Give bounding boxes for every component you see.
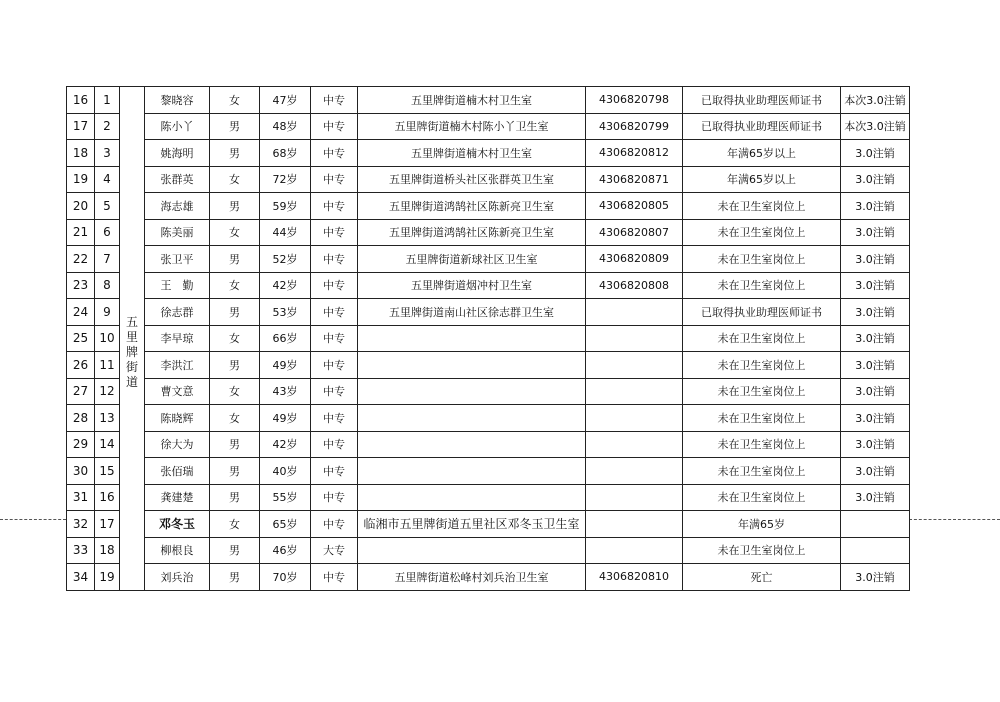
table-row [67, 511, 910, 538]
education-cell: 中专 [311, 325, 358, 352]
code-cell [586, 352, 683, 379]
row-number-cell: 23 [67, 272, 95, 299]
name-cell: 张佰瑞 [145, 458, 210, 485]
education-cell: 中专 [311, 352, 358, 379]
action-cell: 3.0注销 [841, 219, 910, 246]
code-cell: 4306820799 [586, 113, 683, 140]
sex-cell: 男 [210, 484, 260, 511]
clinic-cell [358, 484, 586, 511]
table-row [67, 87, 910, 114]
sex-cell: 女 [210, 272, 260, 299]
code-cell: 4306820805 [586, 193, 683, 220]
reason-cell: 未在卫生室岗位上 [683, 193, 841, 220]
sex-cell: 男 [210, 537, 260, 564]
table-row [67, 325, 910, 352]
name-cell: 海志雄 [145, 193, 210, 220]
education-cell: 中专 [311, 140, 358, 167]
age-cell: 46岁 [260, 537, 311, 564]
sex-cell: 男 [210, 299, 260, 326]
reason-cell: 未在卫生室岗位上 [683, 272, 841, 299]
district-column-blank [120, 87, 145, 591]
action-cell: 3.0注销 [841, 458, 910, 485]
table-row [67, 378, 910, 405]
sequence-cell: 15 [95, 458, 120, 485]
name-cell: 张群英 [145, 166, 210, 193]
sex-cell: 女 [210, 378, 260, 405]
scan-fold-line-left [0, 519, 66, 520]
education-cell: 中专 [311, 511, 358, 538]
clinic-cell: 五里牌街道新球社区卫生室 [358, 246, 586, 273]
education-cell: 中专 [311, 166, 358, 193]
row-number-cell: 16 [67, 87, 95, 114]
code-cell [586, 378, 683, 405]
name-cell: 龚建楚 [145, 484, 210, 511]
clinic-cell: 五里牌街道烟冲村卫生室 [358, 272, 586, 299]
reason-cell: 已取得执业助理医师证书 [683, 87, 841, 114]
education-cell: 中专 [311, 564, 358, 591]
table-row [67, 537, 910, 564]
clinic-cell [358, 325, 586, 352]
sequence-cell: 1 [95, 87, 120, 114]
sex-cell: 男 [210, 431, 260, 458]
name-cell: 徐大为 [145, 431, 210, 458]
action-cell: 3.0注销 [841, 564, 910, 591]
education-cell: 中专 [311, 272, 358, 299]
age-cell: 55岁 [260, 484, 311, 511]
age-cell: 47岁 [260, 87, 311, 114]
name-cell: 徐志群 [145, 299, 210, 326]
clinic-cell: 临湘市五里牌街道五里社区邓冬玉卫生室 [358, 511, 586, 538]
name-cell: 柳根良 [145, 537, 210, 564]
reason-cell: 未在卫生室岗位上 [683, 352, 841, 379]
sex-cell: 女 [210, 87, 260, 114]
age-cell: 59岁 [260, 193, 311, 220]
age-cell: 40岁 [260, 458, 311, 485]
sex-cell: 男 [210, 352, 260, 379]
action-cell: 本次3.0注销 [841, 87, 910, 114]
action-cell: 3.0注销 [841, 166, 910, 193]
age-cell: 42岁 [260, 272, 311, 299]
sequence-cell: 10 [95, 325, 120, 352]
name-cell: 曹文意 [145, 378, 210, 405]
sequence-cell: 17 [95, 511, 120, 538]
code-cell: 4306820808 [586, 272, 683, 299]
name-cell: 刘兵治 [145, 564, 210, 591]
table-row [67, 352, 910, 379]
name-cell: 陈小丫 [145, 113, 210, 140]
age-cell: 49岁 [260, 352, 311, 379]
code-cell: 4306820798 [586, 87, 683, 114]
education-cell: 中专 [311, 431, 358, 458]
table-body [67, 87, 910, 591]
age-cell: 48岁 [260, 113, 311, 140]
age-cell: 42岁 [260, 431, 311, 458]
action-cell: 3.0注销 [841, 405, 910, 432]
sex-cell: 女 [210, 511, 260, 538]
action-cell: 3.0注销 [841, 272, 910, 299]
row-number-cell: 34 [67, 564, 95, 591]
name-cell: 张卫平 [145, 246, 210, 273]
table-row [67, 113, 910, 140]
education-cell: 中专 [311, 219, 358, 246]
education-cell: 中专 [311, 405, 358, 432]
education-cell: 中专 [311, 484, 358, 511]
table-row [67, 219, 910, 246]
table-row [67, 564, 910, 591]
action-cell: 3.0注销 [841, 325, 910, 352]
age-cell: 53岁 [260, 299, 311, 326]
education-cell: 中专 [311, 87, 358, 114]
row-number-cell: 18 [67, 140, 95, 167]
row-number-cell: 20 [67, 193, 95, 220]
age-cell: 72岁 [260, 166, 311, 193]
age-cell: 66岁 [260, 325, 311, 352]
education-cell: 大专 [311, 537, 358, 564]
name-cell: 李洪江 [145, 352, 210, 379]
sequence-cell: 7 [95, 246, 120, 273]
action-cell: 3.0注销 [841, 140, 910, 167]
action-cell: 本次3.0注销 [841, 113, 910, 140]
reason-cell: 未在卫生室岗位上 [683, 431, 841, 458]
age-cell: 49岁 [260, 405, 311, 432]
row-number-cell: 31 [67, 484, 95, 511]
name-cell: 陈美丽 [145, 219, 210, 246]
code-cell [586, 431, 683, 458]
clinic-cell: 五里牌街道楠木村卫生室 [358, 140, 586, 167]
row-number-cell: 22 [67, 246, 95, 273]
reason-cell: 未在卫生室岗位上 [683, 378, 841, 405]
scan-fold-line-right [909, 519, 1000, 520]
sequence-cell: 9 [95, 299, 120, 326]
age-cell: 70岁 [260, 564, 311, 591]
code-cell [586, 484, 683, 511]
sex-cell: 男 [210, 193, 260, 220]
row-number-cell: 27 [67, 378, 95, 405]
sex-cell: 女 [210, 405, 260, 432]
code-cell [586, 325, 683, 352]
sequence-cell: 3 [95, 140, 120, 167]
action-cell: 3.0注销 [841, 193, 910, 220]
code-cell [586, 537, 683, 564]
action-cell: 3.0注销 [841, 378, 910, 405]
sequence-cell: 19 [95, 564, 120, 591]
clinic-cell [358, 352, 586, 379]
sequence-cell: 13 [95, 405, 120, 432]
clinic-cell: 五里牌街道楠木村卫生室 [358, 87, 586, 114]
reason-cell: 未在卫生室岗位上 [683, 325, 841, 352]
sex-cell: 男 [210, 564, 260, 591]
clinic-cell: 五里牌街道鸿鹄社区陈新亮卫生室 [358, 219, 586, 246]
action-cell [841, 537, 910, 564]
sequence-cell: 12 [95, 378, 120, 405]
table-row [67, 299, 910, 326]
reason-cell: 未在卫生室岗位上 [683, 537, 841, 564]
sequence-cell: 6 [95, 219, 120, 246]
action-cell: 3.0注销 [841, 484, 910, 511]
name-cell: 姚海明 [145, 140, 210, 167]
code-cell: 4306820871 [586, 166, 683, 193]
clinic-cell: 五里牌街道鸿鹄社区陈新亮卫生室 [358, 193, 586, 220]
name-cell: 王 勤 [145, 272, 210, 299]
reason-cell: 未在卫生室岗位上 [683, 458, 841, 485]
action-cell: 3.0注销 [841, 299, 910, 326]
code-cell [586, 458, 683, 485]
row-number-cell: 28 [67, 405, 95, 432]
row-number-cell: 32 [67, 511, 95, 538]
table-row [67, 140, 910, 167]
row-number-cell: 21 [67, 219, 95, 246]
code-cell: 4306820812 [586, 140, 683, 167]
clinic-cell [358, 431, 586, 458]
clinic-cell [358, 378, 586, 405]
code-cell [586, 405, 683, 432]
education-cell: 中专 [311, 113, 358, 140]
sequence-cell: 18 [95, 537, 120, 564]
reason-cell: 年满65岁以上 [683, 166, 841, 193]
reason-cell: 未在卫生室岗位上 [683, 484, 841, 511]
sequence-cell: 14 [95, 431, 120, 458]
row-number-cell: 19 [67, 166, 95, 193]
name-cell: 陈晓辉 [145, 405, 210, 432]
age-cell: 44岁 [260, 219, 311, 246]
clinic-cell: 五里牌街道南山社区徐志群卫生室 [358, 299, 586, 326]
sequence-cell: 5 [95, 193, 120, 220]
name-cell: 李早琼 [145, 325, 210, 352]
sequence-cell: 11 [95, 352, 120, 379]
reason-cell: 已取得执业助理医师证书 [683, 113, 841, 140]
row-number-cell: 33 [67, 537, 95, 564]
sequence-cell: 8 [95, 272, 120, 299]
clinic-cell [358, 405, 586, 432]
education-cell: 中专 [311, 193, 358, 220]
code-cell: 4306820809 [586, 246, 683, 273]
education-cell: 中专 [311, 378, 358, 405]
sex-cell: 女 [210, 166, 260, 193]
clinic-cell: 五里牌街道松峰村刘兵治卫生室 [358, 564, 586, 591]
reason-cell: 未在卫生室岗位上 [683, 246, 841, 273]
reason-cell: 未在卫生室岗位上 [683, 405, 841, 432]
action-cell: 3.0注销 [841, 352, 910, 379]
code-cell [586, 511, 683, 538]
table-row [67, 166, 910, 193]
sex-cell: 男 [210, 246, 260, 273]
clinic-cell: 五里牌街道桥头社区张群英卫生室 [358, 166, 586, 193]
reason-cell: 年满65岁 [683, 511, 841, 538]
sequence-cell: 2 [95, 113, 120, 140]
age-cell: 43岁 [260, 378, 311, 405]
row-number-cell: 24 [67, 299, 95, 326]
table-row [67, 405, 910, 432]
sex-cell: 男 [210, 458, 260, 485]
table-row [67, 431, 910, 458]
sex-cell: 男 [210, 113, 260, 140]
row-number-cell: 17 [67, 113, 95, 140]
age-cell: 52岁 [260, 246, 311, 273]
table-row [67, 484, 910, 511]
sex-cell: 男 [210, 140, 260, 167]
education-cell: 中专 [311, 246, 358, 273]
education-cell: 中专 [311, 299, 358, 326]
reason-cell: 死亡 [683, 564, 841, 591]
clinic-cell [358, 537, 586, 564]
action-cell [841, 511, 910, 538]
table-row [67, 246, 910, 273]
education-cell: 中专 [311, 458, 358, 485]
cancellation-table [66, 86, 910, 591]
code-cell [586, 299, 683, 326]
district-label: 五里牌街道 [125, 315, 138, 389]
sequence-cell: 4 [95, 166, 120, 193]
row-number-cell: 26 [67, 352, 95, 379]
reason-cell: 未在卫生室岗位上 [683, 219, 841, 246]
sex-cell: 女 [210, 325, 260, 352]
clinic-cell [358, 458, 586, 485]
age-cell: 68岁 [260, 140, 311, 167]
sex-cell: 女 [210, 219, 260, 246]
reason-cell: 年满65岁以上 [683, 140, 841, 167]
action-cell: 3.0注销 [841, 246, 910, 273]
reason-cell: 已取得执业助理医师证书 [683, 299, 841, 326]
age-cell: 65岁 [260, 511, 311, 538]
code-cell: 4306820810 [586, 564, 683, 591]
action-cell: 3.0注销 [841, 431, 910, 458]
table-row [67, 193, 910, 220]
row-number-cell: 30 [67, 458, 95, 485]
sequence-cell: 16 [95, 484, 120, 511]
clinic-cell: 五里牌街道楠木村陈小丫卫生室 [358, 113, 586, 140]
name-cell: 黎晓容 [145, 87, 210, 114]
code-cell: 4306820807 [586, 219, 683, 246]
name-cell: 邓冬玉 [145, 511, 210, 538]
table-row [67, 458, 910, 485]
table-row [67, 272, 910, 299]
row-number-cell: 25 [67, 325, 95, 352]
row-number-cell: 29 [67, 431, 95, 458]
